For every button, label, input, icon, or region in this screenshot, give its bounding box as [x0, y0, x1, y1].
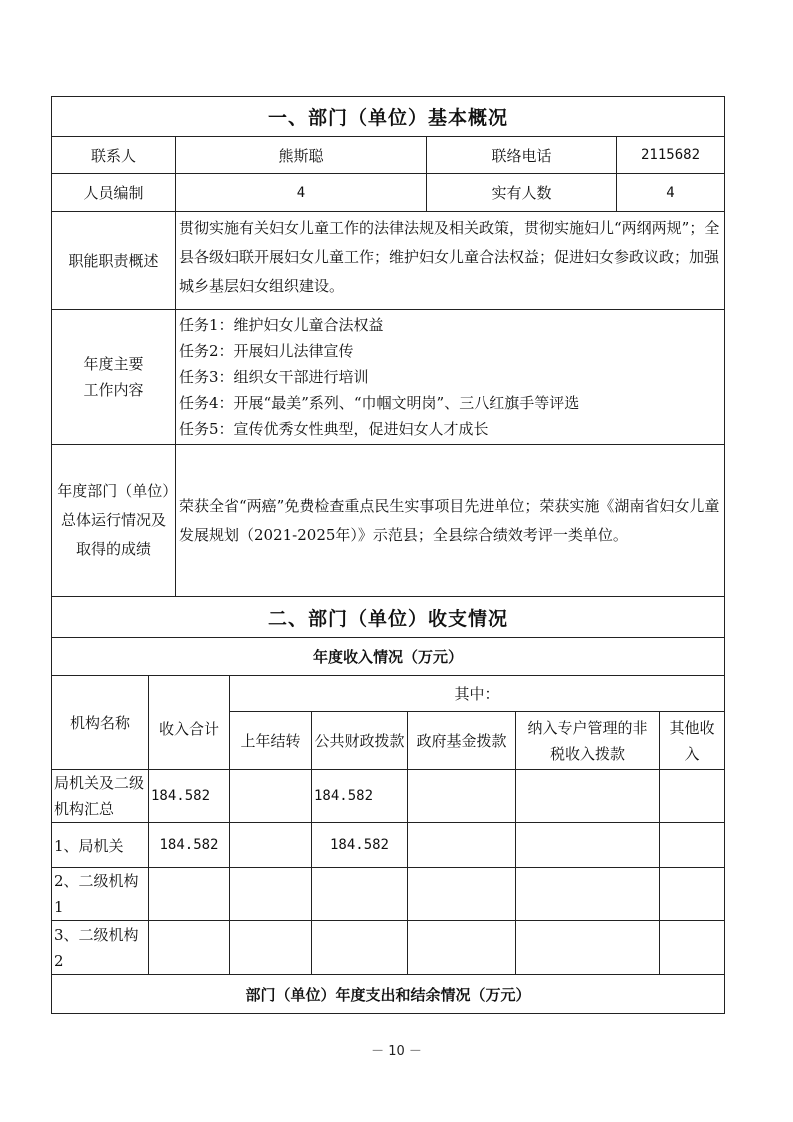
row-sub2-total: [149, 921, 230, 975]
header-of-which: 其中：: [230, 676, 725, 712]
task-item: 任务2：开展妇儿法律宣传: [179, 342, 354, 360]
annual-tasks-label-line-2: 工作内容: [83, 381, 144, 399]
row-name-summary: 局机关及二级机构汇总: [52, 770, 149, 823]
section-2-title: 二、部门（单位）收支情况: [52, 597, 725, 638]
duty-label: 职能职责概述: [52, 212, 176, 310]
contact-value: 熊斯聪: [176, 137, 427, 174]
row-bureau-public: 184.582: [312, 823, 408, 868]
row-name-sub-2: 3、二级机构2: [52, 921, 149, 975]
row-summary-total: 184.582: [149, 770, 230, 823]
annual-tasks-list: [176, 310, 725, 445]
header-gov-fund: 政府基金拨款: [408, 712, 516, 770]
header-income-total: 收入合计: [149, 676, 230, 770]
staff-quota-label: 人员编制: [52, 174, 176, 212]
row-bureau-special: [516, 823, 660, 868]
row-sub1-other: [660, 868, 725, 921]
row-summary-public: 184.582: [312, 770, 408, 823]
header-prev-year: 上年结转: [230, 712, 312, 770]
row-sub2-special: [516, 921, 660, 975]
actual-staff-value: 4: [617, 174, 725, 212]
row-name-bureau: 1、局机关: [52, 823, 149, 868]
row-sub1-total: [149, 868, 230, 921]
row-name-sub-1: 2、二级机构1: [52, 868, 149, 921]
row-sub1-fund: [408, 868, 516, 921]
annual-tasks-label: [52, 310, 176, 445]
row-sub2-public: [312, 921, 408, 975]
header-special-account: 纳入专户管理的非税收入拨款: [516, 712, 660, 770]
row-sub2-other: [660, 921, 725, 975]
row-bureau-prev: [230, 823, 312, 868]
section-1-title: 一、部门（单位）基本概况: [52, 97, 725, 137]
header-other-income: 其他收入: [660, 712, 725, 770]
header-public-finance: 公共财政拨款: [312, 712, 408, 770]
row-bureau-other: [660, 823, 725, 868]
income-table-title: 年度收入情况（万元）: [52, 638, 725, 676]
header-org-name: 机构名称: [52, 676, 149, 770]
staff-quota-value: 4: [176, 174, 427, 212]
row-summary-prev: [230, 770, 312, 823]
page-number: － 10 －: [371, 1044, 422, 1059]
task-item: 任务4：开展“最美”系列、“巾帼文明岗”、三八红旗手等评选: [179, 394, 580, 412]
basic-info-table: [51, 96, 725, 597]
row-summary-other: [660, 770, 725, 823]
row-sub1-prev: [230, 868, 312, 921]
phone-value: 2115682: [617, 137, 725, 174]
annual-tasks-label-line-1: 年度主要: [83, 355, 144, 373]
row-sub2-fund: [408, 921, 516, 975]
task-item: 任务5：宣传优秀女性典型，促进妇女人才成长: [179, 420, 489, 438]
task-item: 任务3：组织女干部进行培训: [179, 368, 369, 386]
performance-label: 年度部门（单位）总体运行情况及取得的成绩: [52, 445, 176, 597]
performance-description: 荣获全省“两癌”免费检查重点民生实事项目先进单位；荣获实施《湖南省妇女儿童发展规划（2021-2025年）》示范县；全县综合绩效考评一类单位。: [176, 445, 725, 597]
row-sub2-prev: [230, 921, 312, 975]
row-sub1-special: [516, 868, 660, 921]
row-bureau-total: 184.582: [149, 823, 230, 868]
contact-label: 联系人: [52, 137, 176, 174]
duty-description: 贯彻实施有关妇女儿童工作的法律法规及相关政策，贯彻实施妇儿“两纲两规”；全县各级妇联开展妇女儿童工作；维护妇女儿童合法权益；促进妇女参政议政；加强城乡基层妇女组织建设。: [176, 212, 725, 310]
income-table: [51, 596, 725, 1014]
row-summary-special: [516, 770, 660, 823]
actual-staff-label: 实有人数: [427, 174, 617, 212]
phone-label: 联络电话: [427, 137, 617, 174]
expense-table-title: 部门（单位）年度支出和结余情况（万元）: [52, 975, 725, 1014]
row-summary-fund: [408, 770, 516, 823]
row-bureau-fund: [408, 823, 516, 868]
task-item: 任务1：维护妇女儿童合法权益: [179, 316, 384, 334]
row-sub1-public: [312, 868, 408, 921]
